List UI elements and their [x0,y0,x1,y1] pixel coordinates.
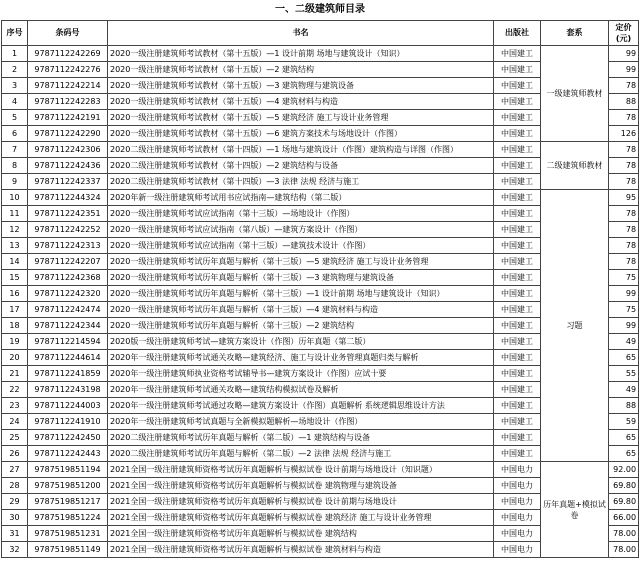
row-book-name: 2020一级注册建筑师考试历年真题与解析（第十三版）—5 建筑经济 施工与设计业务管理 [108,254,494,270]
row-isbn: 9787112242290 [28,126,108,142]
row-isbn: 9787519851231 [28,526,108,542]
table-row [2,190,639,206]
row-number: 17 [2,302,28,318]
row-publisher: 中国建工 [494,62,541,78]
series-cell: 历年真题+模拟试卷 [541,462,609,558]
row-book-name: 2020年一级注册建筑师考试通关攻略—建筑经济、施工与设计业务管理真题归类与解析 [108,350,494,366]
row-book-name: 2020二级注册建筑师考试教材（第十四版）—1 场地与建筑设计（作图）建筑构造与详图（作图） [108,142,494,158]
row-publisher: 中国电力 [494,526,541,542]
row-publisher: 中国建工 [494,398,541,414]
row-publisher: 中国建工 [494,158,541,174]
row-book-name: 2021全国一级注册建筑师资格考试历年真题解析与模拟试卷 建筑结构 [108,526,494,542]
row-book-name: 2020一级注册建筑师考试历年真题与解析（第十三版）—1 设计前期 场地与建筑设计（知识） [108,286,494,302]
row-number: 12 [2,222,28,238]
row-isbn: 9787519851149 [28,542,108,558]
row-price: 92.00 [609,462,639,478]
row-isbn: 9787112242450 [28,430,108,446]
row-number: 21 [2,366,28,382]
row-book-name: 2020一级注册建筑师考试历年真题与解析（第十三版）—4 建筑材料与构造 [108,302,494,318]
row-publisher: 中国建工 [494,222,541,238]
row-book-name: 2020一级注册建筑师考试应试指南（第十三版）—建筑技术设计（作图） [108,238,494,254]
row-price: 78 [609,238,639,254]
row-number: 28 [2,478,28,494]
row-price: 69.80 [609,494,639,510]
row-number: 29 [2,494,28,510]
row-book-name: 2020一级注册建筑师考试应试指南（第十三版）—场地设计（作图） [108,206,494,222]
row-number: 32 [2,542,28,558]
row-publisher: 中国建工 [494,206,541,222]
row-publisher: 中国建工 [494,318,541,334]
row-isbn: 9787112242214 [28,78,108,94]
row-isbn: 9787112214594 [28,334,108,350]
row-number: 14 [2,254,28,270]
row-price: 99 [609,46,639,62]
row-number: 26 [2,446,28,462]
row-isbn: 9787112242207 [28,254,108,270]
row-isbn: 9787112242191 [28,110,108,126]
row-price: 55 [609,366,639,382]
row-book-name: 2020一级注册建筑师考试教材（第十五版）—3 建筑物理与建筑设备 [108,78,494,94]
row-publisher: 中国建工 [494,238,541,254]
row-isbn: 9787112242276 [28,62,108,78]
row-publisher: 中国建工 [494,270,541,286]
row-isbn: 9787112242337 [28,174,108,190]
table-title: 一、二级建筑师目录 [2,0,639,21]
series-cell: 一级建筑师教材 [541,46,609,142]
row-publisher: 中国建工 [494,254,541,270]
row-price: 78 [609,254,639,270]
row-publisher: 中国电力 [494,462,541,478]
row-book-name: 2021全国一级注册建筑师资格考试历年真题解析与模拟试卷 设计前期与场地设计（知识题） [108,462,494,478]
row-book-name: 2020年一级注册建筑师考试真题与全新模拟题解析—场地设计（作图） [108,414,494,430]
row-isbn: 9787112242368 [28,270,108,286]
row-number: 23 [2,398,28,414]
row-price: 75 [609,270,639,286]
row-book-name: 2020版一级注册建筑师考试—建筑方案设计（作图）历年真题（第二版） [108,334,494,350]
header-row [2,21,639,46]
row-price: 66.00 [609,510,639,526]
row-number: 3 [2,78,28,94]
row-price: 49 [609,382,639,398]
row-price: 78 [609,206,639,222]
row-number: 27 [2,462,28,478]
row-price: 78 [609,110,639,126]
row-price: 78 [609,78,639,94]
row-price: 78 [609,158,639,174]
row-isbn: 9787112244324 [28,190,108,206]
row-publisher: 中国建工 [494,126,541,142]
header-name: 书名 [108,21,494,46]
row-number: 25 [2,430,28,446]
row-number: 16 [2,286,28,302]
row-number: 8 [2,158,28,174]
row-publisher: 中国建工 [494,78,541,94]
row-book-name: 2021全国一级注册建筑师资格考试历年真题解析与模拟试卷 建筑经济 施工与设计业务管理 [108,510,494,526]
row-price: 49 [609,334,639,350]
header-publisher: 出版社 [494,21,541,46]
row-price: 69.80 [609,478,639,494]
row-price: 65 [609,446,639,462]
row-isbn: 9787112241910 [28,414,108,430]
row-book-name: 2020年新一级注册建筑师考试用书应试指南—建筑结构（第二版） [108,190,494,206]
row-number: 18 [2,318,28,334]
row-price: 78 [609,142,639,158]
row-isbn: 9787519851194 [28,462,108,478]
row-price: 78 [609,174,639,190]
row-publisher: 中国电力 [494,494,541,510]
table-row [2,142,639,158]
row-publisher: 中国建工 [494,446,541,462]
row-publisher: 中国建工 [494,174,541,190]
row-price: 65 [609,430,639,446]
table-row [2,46,639,62]
row-isbn: 9787112242252 [28,222,108,238]
row-price: 99 [609,318,639,334]
row-book-name: 2020一级注册建筑师考试历年真题与解析（第十三版）—2 建筑结构 [108,318,494,334]
header-isbn: 条码号 [28,21,108,46]
row-isbn: 9787112242344 [28,318,108,334]
row-book-name: 2021全国一级注册建筑师资格考试历年真题解析与模拟试卷 建筑材料与构造 [108,542,494,558]
row-isbn: 9787519851200 [28,478,108,494]
row-book-name: 2020年一级注册建筑师执业资格考试辅导书—建筑方案设计（作图）应试十要 [108,366,494,382]
row-publisher: 中国建工 [494,190,541,206]
row-number: 6 [2,126,28,142]
row-publisher: 中国建工 [494,94,541,110]
row-isbn: 9787112244614 [28,350,108,366]
row-price: 88 [609,94,639,110]
row-price: 95 [609,190,639,206]
row-isbn: 9787519851224 [28,510,108,526]
catalog-table [1,0,639,558]
row-isbn: 9787112242283 [28,94,108,110]
row-publisher: 中国建工 [494,382,541,398]
row-price: 126 [609,126,639,142]
row-price: 78.00 [609,526,639,542]
row-book-name: 2020二级注册建筑师考试教材（第十四版）—2 建筑结构与设备 [108,158,494,174]
title-row [2,0,639,21]
row-number: 15 [2,270,28,286]
row-number: 24 [2,414,28,430]
row-publisher: 中国建工 [494,286,541,302]
row-price: 78.00 [609,542,639,558]
row-price: 99 [609,286,639,302]
row-price: 78 [609,222,639,238]
row-isbn: 9787112241859 [28,366,108,382]
row-number: 20 [2,350,28,366]
row-publisher: 中国电力 [494,542,541,558]
row-isbn: 9787112242269 [28,46,108,62]
row-price: 59 [609,414,639,430]
row-number: 4 [2,94,28,110]
row-price: 75 [609,302,639,318]
row-number: 2 [2,62,28,78]
row-book-name: 2020年一级注册建筑师考试通关攻略—建筑结构模拟试卷及解析 [108,382,494,398]
row-book-name: 2021全国一级注册建筑师资格考试历年真题解析与模拟试卷 建筑物理与建筑设备 [108,478,494,494]
row-number: 19 [2,334,28,350]
row-price: 99 [609,62,639,78]
row-number: 11 [2,206,28,222]
row-publisher: 中国建工 [494,430,541,446]
row-book-name: 2021全国一级注册建筑师资格考试历年真题解析与模拟试卷 设计前期与场地设计 [108,494,494,510]
row-isbn: 9787112242443 [28,446,108,462]
row-publisher: 中国建工 [494,142,541,158]
row-number: 22 [2,382,28,398]
row-isbn: 9787112242436 [28,158,108,174]
row-number: 5 [2,110,28,126]
series-cell: 习题 [541,190,609,462]
row-isbn: 9787112243198 [28,382,108,398]
row-publisher: 中国建工 [494,334,541,350]
table-row [2,462,639,478]
row-isbn: 9787112244003 [28,398,108,414]
row-number: 7 [2,142,28,158]
row-number: 31 [2,526,28,542]
row-publisher: 中国建工 [494,302,541,318]
row-book-name: 2020一级注册建筑师考试教材（第十五版）—6 建筑方案技术与场地设计（作图） [108,126,494,142]
row-book-name: 2020一级注册建筑师考试教材（第十五版）—1 设计前期 场地与建筑设计（知识） [108,46,494,62]
row-number: 10 [2,190,28,206]
row-isbn: 9787519851217 [28,494,108,510]
row-book-name: 2020一级注册建筑师考试教材（第十五版）—5 建筑经济 施工与设计业务管理 [108,110,494,126]
row-publisher: 中国建工 [494,414,541,430]
row-price: 65 [609,350,639,366]
row-publisher: 中国电力 [494,510,541,526]
row-isbn: 9787112242474 [28,302,108,318]
row-publisher: 中国建工 [494,350,541,366]
header-no: 序号 [2,21,28,46]
row-number: 1 [2,46,28,62]
row-publisher: 中国建工 [494,46,541,62]
row-book-name: 2020二级注册建筑师考试教材（第十四版）—3 法律 法规 经济与施工 [108,174,494,190]
header-price: 定价(元) [609,21,639,46]
row-book-name: 2020一级注册建筑师考试教材（第十五版）—2 建筑结构 [108,62,494,78]
row-book-name: 2020二级注册建筑师考试历年真题与解析（第二版）—2 法律 法规 经济与施工 [108,446,494,462]
row-book-name: 2020二级注册建筑师考试历年真题与解析（第二版）—1 建筑结构与设备 [108,430,494,446]
row-isbn: 9787112242320 [28,286,108,302]
row-number: 13 [2,238,28,254]
row-book-name: 2020一级注册建筑师考试教材（第十五版）—4 建筑材料与构造 [108,94,494,110]
row-price: 88 [609,398,639,414]
row-number: 30 [2,510,28,526]
row-isbn: 9787112242306 [28,142,108,158]
series-cell: 二级建筑师教材 [541,142,609,190]
header-series: 套系 [541,21,609,46]
row-number: 9 [2,174,28,190]
row-publisher: 中国电力 [494,478,541,494]
row-book-name: 2020年一级注册建筑师考试通过攻略—建筑方案设计（作图）真题解析 系统逻辑思维设计方法 [108,398,494,414]
row-book-name: 2020一级注册建筑师考试应试指南（第八版）—建筑方案设计（作图） [108,222,494,238]
row-publisher: 中国建工 [494,366,541,382]
row-isbn: 9787112242351 [28,206,108,222]
row-isbn: 9787112242313 [28,238,108,254]
row-publisher: 中国建工 [494,110,541,126]
row-book-name: 2020一级注册建筑师考试历年真题与解析（第十三版）—3 建筑物理与建筑设备 [108,270,494,286]
